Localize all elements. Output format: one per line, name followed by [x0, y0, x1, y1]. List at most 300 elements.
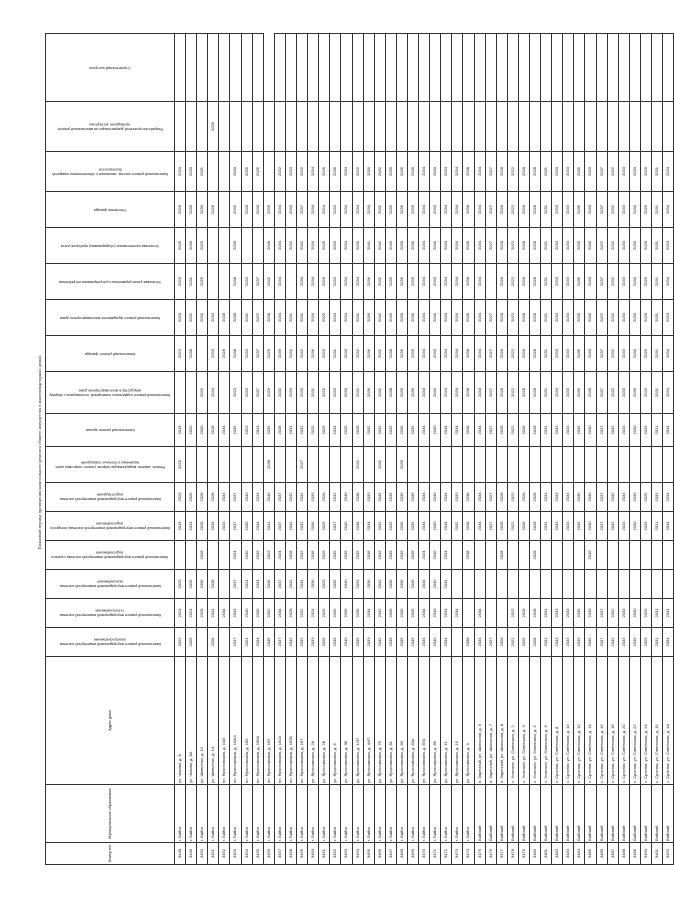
- table-cell: 2033: [618, 628, 629, 657]
- table-cell: 2034: [363, 599, 374, 628]
- table-cell: [274, 102, 285, 152]
- table-cell: [640, 541, 651, 570]
- table-cell: 2034: [474, 414, 485, 447]
- table-row: [407, 34, 418, 865]
- table-cell: [652, 570, 663, 599]
- table-cell: 2030: [629, 483, 640, 512]
- table-cell: 2034: [441, 228, 452, 264]
- table-cell: [219, 102, 230, 152]
- table-cell: [485, 570, 496, 599]
- table-cell: 2039: [230, 414, 241, 447]
- table-cell: [485, 447, 496, 483]
- column-header-label: Капитальный ремонт подвальных помещений, относящихся к общему имуществу в многоквартирном доме: [49, 388, 171, 397]
- table-cell: 2031: [652, 300, 663, 336]
- table-row: [452, 34, 463, 865]
- table-cell: 2036: [263, 628, 274, 657]
- table-cell: 2030: [363, 192, 374, 228]
- table-cell: 2028: [208, 628, 219, 657]
- table-cell: 2027: [485, 628, 496, 657]
- table-cell: 3470: [419, 843, 430, 865]
- table-cell: [407, 34, 418, 102]
- table-cell: 2039: [407, 228, 418, 264]
- table-cell: [574, 570, 585, 599]
- table-cell: 2034: [297, 570, 308, 599]
- table-cell: 2031: [652, 192, 663, 228]
- table-body: [175, 34, 674, 865]
- table-cell: 2032: [607, 152, 618, 192]
- table-row: [197, 34, 208, 865]
- table-cell: 2036: [308, 512, 319, 541]
- table-cell: 2032: [607, 228, 618, 264]
- table-cell: 2034: [219, 414, 230, 447]
- table-cell: 2037: [252, 336, 263, 372]
- table-row: [396, 34, 407, 865]
- table-cell: 2031: [652, 599, 663, 628]
- table-cell: 3492: [663, 843, 674, 865]
- table-cell: 2036: [396, 570, 407, 599]
- table-cell: 2033: [563, 599, 574, 628]
- table-cell: 2026: [319, 599, 330, 628]
- table-cell: 2031: [652, 628, 663, 657]
- table-cell: г. Бийск: [396, 785, 407, 843]
- table-cell: 2040: [585, 541, 596, 570]
- table-cell: 2025: [197, 264, 208, 300]
- column-header-label: Капитальный ремонт фундамента многоквартирного дома: [59, 315, 161, 320]
- table-cell: [430, 102, 441, 152]
- table-cell: 3461: [319, 843, 330, 865]
- table-cell: 2035: [574, 300, 585, 336]
- table-cell: 2034: [474, 300, 485, 336]
- table-cell: 3474: [463, 843, 474, 865]
- table-cell: ул. Чехова, д. 8: [175, 657, 186, 785]
- table-cell: 2034: [419, 570, 430, 599]
- table-cell: 2031: [285, 414, 296, 447]
- table-row: [640, 34, 651, 865]
- table-cell: [363, 102, 374, 152]
- table-cell: с. Сростки, ул. Советская, д. 10: [563, 657, 574, 785]
- table-cell: 2025: [319, 372, 330, 414]
- rotated-page: [35, 40, 671, 865]
- table-cell: 2036: [396, 483, 407, 512]
- column-header-label: Установка коллективных (общедомовых) приборов учета: [61, 243, 159, 248]
- table-cell: 2033: [552, 372, 563, 414]
- table-cell: 2028: [219, 300, 230, 336]
- table-cell: 2028: [530, 192, 541, 228]
- table-cell: 2032: [297, 512, 308, 541]
- table-cell: [552, 570, 563, 599]
- table-cell: [541, 102, 552, 152]
- table-cell: 3486: [596, 843, 607, 865]
- table-cell: 2028: [518, 414, 529, 447]
- table-cell: 2034: [663, 228, 674, 264]
- table-row: [530, 34, 541, 865]
- table-cell: 2033: [618, 483, 629, 512]
- table-cell: 2031: [541, 483, 552, 512]
- table-cell: ул. Ярославская, д. 89: [430, 657, 441, 785]
- table-cell: 3487: [607, 843, 618, 865]
- table-cell: 2033: [563, 372, 574, 414]
- table-cell: 2031: [541, 152, 552, 192]
- table-cell: 2035: [330, 570, 341, 599]
- table-cell: [186, 541, 197, 570]
- table-cell: [319, 447, 330, 483]
- table-cell: [219, 264, 230, 300]
- table-cell: Бийский: [574, 785, 585, 843]
- table-cell: 2027: [485, 228, 496, 264]
- table-cell: 2024: [252, 414, 263, 447]
- table-cell: 2034: [419, 300, 430, 336]
- table-row: [297, 34, 308, 865]
- column-header: [46, 483, 175, 512]
- table-cell: 2030: [341, 372, 352, 414]
- table-cell: 3452: [219, 843, 230, 865]
- table-cell: 2040: [585, 228, 596, 264]
- table-cell: Бийский: [607, 785, 618, 843]
- repair-schedule-table: [45, 33, 674, 865]
- table-cell: пл. Ярославская, д. 160А: [252, 657, 263, 785]
- table-cell: 2034: [208, 372, 219, 414]
- header-row: [46, 34, 175, 865]
- table-cell: 2023: [241, 414, 252, 447]
- table-cell: Бийский: [629, 785, 640, 843]
- table-cell: 2031: [541, 414, 552, 447]
- table-cell: [341, 34, 352, 102]
- table-cell: 2038: [385, 336, 396, 372]
- table-cell: 2038: [230, 264, 241, 300]
- table-cell: пл. Ярославская, д. 1/45: [219, 657, 230, 785]
- table-cell: 2028: [197, 483, 208, 512]
- table-cell: 2035: [252, 152, 263, 192]
- table-cell: 2033: [552, 264, 563, 300]
- table-cell: 2034: [341, 300, 352, 336]
- table-cell: [541, 447, 552, 483]
- table-cell: 2035: [574, 483, 585, 512]
- table-cell: 2034: [419, 512, 430, 541]
- table-cell: 2042: [374, 599, 385, 628]
- table-cell: 2027: [485, 336, 496, 372]
- table-cell: [274, 34, 285, 102]
- table-cell: 2033: [330, 192, 341, 228]
- document-title: Плановый период проведения капитального ремонта общего имущества в многоквартирных домах: [37, 355, 42, 550]
- table-cell: 2022: [507, 152, 518, 192]
- table-cell: 2033: [285, 372, 296, 414]
- table-cell: [175, 372, 186, 414]
- table-cell: г. Бийск: [252, 785, 263, 843]
- table-cell: 2040: [341, 512, 352, 541]
- table-cell: 2031: [652, 512, 663, 541]
- table-cell: 2022: [507, 483, 518, 512]
- table-cell: 2034: [308, 264, 319, 300]
- table-cell: 2037: [230, 483, 241, 512]
- table-cell: 2029: [640, 512, 651, 541]
- table-cell: 2040: [585, 599, 596, 628]
- table-cell: 2042: [374, 228, 385, 264]
- table-cell: 2027: [485, 483, 496, 512]
- table-cell: 2037: [297, 192, 308, 228]
- table-cell: [230, 102, 241, 152]
- table-cell: 3480: [530, 843, 541, 865]
- table-cell: 2028: [319, 483, 330, 512]
- table-cell: г. Бийск: [452, 785, 463, 843]
- table-cell: 2036: [308, 570, 319, 599]
- table-cell: [652, 447, 663, 483]
- column-header-label: Утепление фасада: [93, 207, 127, 212]
- table-cell: 2033: [552, 483, 563, 512]
- table-cell: 2034: [441, 628, 452, 657]
- table-cell: 2030: [186, 192, 197, 228]
- table-cell: 2037: [596, 264, 607, 300]
- table-cell: 2032: [607, 192, 618, 228]
- table-cell: 3460: [308, 843, 319, 865]
- table-cell: 2029: [640, 336, 651, 372]
- column-header-label: Капитальный ремонт внутридомовой инженерной системы горячего водоснабжения: [51, 551, 169, 560]
- table-cell: [396, 102, 407, 152]
- table-cell: с. Сростки, ул. Советская, д. 18: [607, 657, 618, 785]
- table-cell: 2040: [430, 570, 441, 599]
- table-row: [585, 34, 596, 865]
- table-cell: ул. Ярославская, д. 2А: [308, 657, 319, 785]
- table-cell: 2032: [297, 599, 308, 628]
- table-cell: [419, 447, 430, 483]
- table-cell: 2032: [297, 628, 308, 657]
- table-cell: 3458: [285, 843, 296, 865]
- table-cell: [208, 264, 219, 300]
- table-cell: 2033: [308, 628, 319, 657]
- column-header-label: Капитальный ремонт внутридомовой инженерной системы водоотведения: [59, 493, 161, 502]
- table-cell: 2026: [319, 512, 330, 541]
- table-cell: 2039: [407, 541, 418, 570]
- table-cell: [186, 372, 197, 414]
- table-cell: 2029: [640, 152, 651, 192]
- table-cell: [285, 34, 296, 102]
- table-cell: [518, 541, 529, 570]
- table-cell: 2033: [618, 512, 629, 541]
- table-cell: 3451: [208, 843, 219, 865]
- table-cell: 3483: [563, 843, 574, 865]
- table-cell: 2034: [341, 264, 352, 300]
- table-cell: [507, 102, 518, 152]
- table-cell: 2035: [574, 152, 585, 192]
- table-cell: [596, 447, 607, 483]
- table-cell: 2036: [396, 372, 407, 414]
- table-row: [474, 34, 485, 865]
- table-cell: Бийский: [518, 785, 529, 843]
- table-cell: г. Бийск: [241, 785, 252, 843]
- table-cell: пл. Ярославская, д. 162Б: [285, 657, 296, 785]
- table-cell: 3457: [274, 843, 285, 865]
- table-cell: 2034: [252, 570, 263, 599]
- table-row: [607, 34, 618, 865]
- table-cell: [363, 447, 374, 483]
- table-cell: 2033: [563, 512, 574, 541]
- column-header-label: Капитальный ремонт систем, связанных с обеспечением пожарной безопасности: [52, 167, 168, 176]
- table-cell: 2036: [396, 512, 407, 541]
- table-cell: 2035: [574, 628, 585, 657]
- table-cell: 2030: [629, 628, 640, 657]
- table-row: [518, 34, 529, 865]
- table-cell: 2027: [485, 152, 496, 192]
- table-cell: [574, 447, 585, 483]
- table-cell: с. Сростки, ул. Советская, д. 1А: [663, 657, 674, 785]
- table-cell: 2034: [474, 152, 485, 192]
- table-cell: 2034: [330, 414, 341, 447]
- table-cell: 2032: [330, 483, 341, 512]
- column-header-label: Капитальный ремонт внутридомовой инженерной системы электроснабжения: [59, 638, 161, 647]
- table-cell: 2038: [463, 372, 474, 414]
- table-cell: 2033: [330, 372, 341, 414]
- table-cell: ул. Ярославская, д. 4/47: [363, 657, 374, 785]
- table-cell: 2035: [574, 228, 585, 264]
- table-cell: [452, 541, 463, 570]
- table-cell: [219, 570, 230, 599]
- table-cell: 2034: [663, 336, 674, 372]
- table-cell: 2028: [496, 512, 507, 541]
- table-cell: 2033: [552, 336, 563, 372]
- table-row: [219, 34, 230, 865]
- table-cell: [452, 570, 463, 599]
- table-cell: [197, 447, 208, 483]
- table-cell: 2038: [463, 512, 474, 541]
- table-cell: 2020: [175, 483, 186, 512]
- table-cell: [330, 34, 341, 102]
- table-cell: 2030: [197, 414, 208, 447]
- table-cell: 2030: [629, 512, 640, 541]
- table-cell: 2037: [274, 628, 285, 657]
- table-cell: 2031: [541, 228, 552, 264]
- table-cell: [463, 447, 474, 483]
- table-cell: [474, 34, 485, 102]
- table-cell: [607, 102, 618, 152]
- table-cell: 2042: [374, 336, 385, 372]
- table-cell: г. Бийск: [430, 785, 441, 843]
- table-cell: 2034: [419, 599, 430, 628]
- table-cell: 2030: [629, 599, 640, 628]
- table-cell: г. Бийск: [463, 785, 474, 843]
- table-cell: 2034: [474, 228, 485, 264]
- column-header: [46, 300, 175, 336]
- table-cell: 2038: [385, 372, 396, 414]
- table-cell: 2038: [463, 541, 474, 570]
- table-cell: [230, 34, 241, 102]
- table-cell: 2038: [463, 483, 474, 512]
- table-cell: г. Бийск: [197, 785, 208, 843]
- table-cell: г. Бийск: [263, 785, 274, 843]
- table-cell: 2026: [319, 264, 330, 300]
- table-cell: 2034: [419, 414, 430, 447]
- table-cell: [507, 570, 518, 599]
- table-cell: [541, 570, 552, 599]
- table-cell: [252, 447, 263, 483]
- table-cell: [285, 447, 296, 483]
- table-cell: 2035: [574, 372, 585, 414]
- table-row: [285, 34, 296, 865]
- table-cell: 2032: [263, 541, 274, 570]
- table-cell: Бийский: [552, 785, 563, 843]
- table-cell: ул. Ярославская, д. 81: [385, 657, 396, 785]
- table-cell: 3448: [175, 843, 186, 865]
- table-cell: 3466: [374, 843, 385, 865]
- table-cell: 2033: [208, 336, 219, 372]
- table-cell: 2039: [385, 599, 396, 628]
- table-cell: 3472: [441, 843, 452, 865]
- table-cell: [585, 34, 596, 102]
- table-cell: 2033: [563, 264, 574, 300]
- table-cell: 2023: [230, 372, 241, 414]
- table-cell: 2032: [297, 414, 308, 447]
- table-cell: 2034: [663, 599, 674, 628]
- table-cell: 2040: [285, 192, 296, 228]
- table-cell: 2026: [197, 372, 208, 414]
- table-row: [463, 34, 474, 865]
- table-cell: [219, 628, 230, 657]
- table-cell: 2034: [663, 192, 674, 228]
- table-cell: [530, 102, 541, 152]
- table-cell: [285, 264, 296, 300]
- column-header-label: Капитальный ремонт внутридомовой инженерной системы газоснабжения: [59, 580, 161, 589]
- table-cell: 2035: [352, 228, 363, 264]
- table-cell: 2042: [297, 228, 308, 264]
- table-cell: 2025: [319, 570, 330, 599]
- table-cell: 2031: [297, 300, 308, 336]
- table-cell: 2031: [285, 300, 296, 336]
- table-cell: г. Бийск: [208, 785, 219, 843]
- table-cell: 2028: [197, 512, 208, 541]
- table-cell: 2041: [263, 512, 274, 541]
- table-cell: 2028: [518, 264, 529, 300]
- table-cell: 2034: [274, 228, 285, 264]
- table-cell: 3488: [618, 843, 629, 865]
- column-header: [46, 414, 175, 447]
- table-cell: 2030: [629, 336, 640, 372]
- table-cell: [607, 541, 618, 570]
- table-cell: 2031: [541, 336, 552, 372]
- table-cell: [640, 34, 651, 102]
- table-cell: 2031: [541, 512, 552, 541]
- table-cell: Бийский: [541, 785, 552, 843]
- table-cell: с. Сростки, ул. Советская, д. 12: [574, 657, 585, 785]
- table-cell: 2042: [374, 414, 385, 447]
- table-cell: 2042: [374, 192, 385, 228]
- table-cell: 2033: [563, 414, 574, 447]
- table-cell: 2026: [319, 152, 330, 192]
- table-row: [496, 34, 507, 865]
- table-cell: 2030: [629, 372, 640, 414]
- table-cell: 2035: [352, 628, 363, 657]
- table-cell: 2030: [186, 228, 197, 264]
- table-cell: [241, 447, 252, 483]
- table-cell: 2037: [596, 414, 607, 447]
- table-cell: 2023: [175, 599, 186, 628]
- table-cell: 2028: [530, 483, 541, 512]
- table-cell: 2028: [530, 372, 541, 414]
- table-cell: [352, 34, 363, 102]
- table-cell: 2028: [496, 300, 507, 336]
- table-cell: 2042: [374, 628, 385, 657]
- table-cell: г. Бийск: [308, 785, 319, 843]
- column-header-label: Капитальный ремонт фасада: [84, 351, 136, 356]
- table-cell: 2037: [230, 512, 241, 541]
- column-header: [46, 102, 175, 152]
- table-cell: 2032: [263, 599, 274, 628]
- table-cell: 2028: [208, 512, 219, 541]
- table-cell: 2039: [385, 300, 396, 336]
- table-cell: 2039: [407, 152, 418, 192]
- table-cell: 2025: [175, 570, 186, 599]
- table-cell: 2022: [507, 300, 518, 336]
- table-cell: 2036: [308, 336, 319, 372]
- table-cell: 2038: [463, 628, 474, 657]
- table-cell: [485, 541, 496, 570]
